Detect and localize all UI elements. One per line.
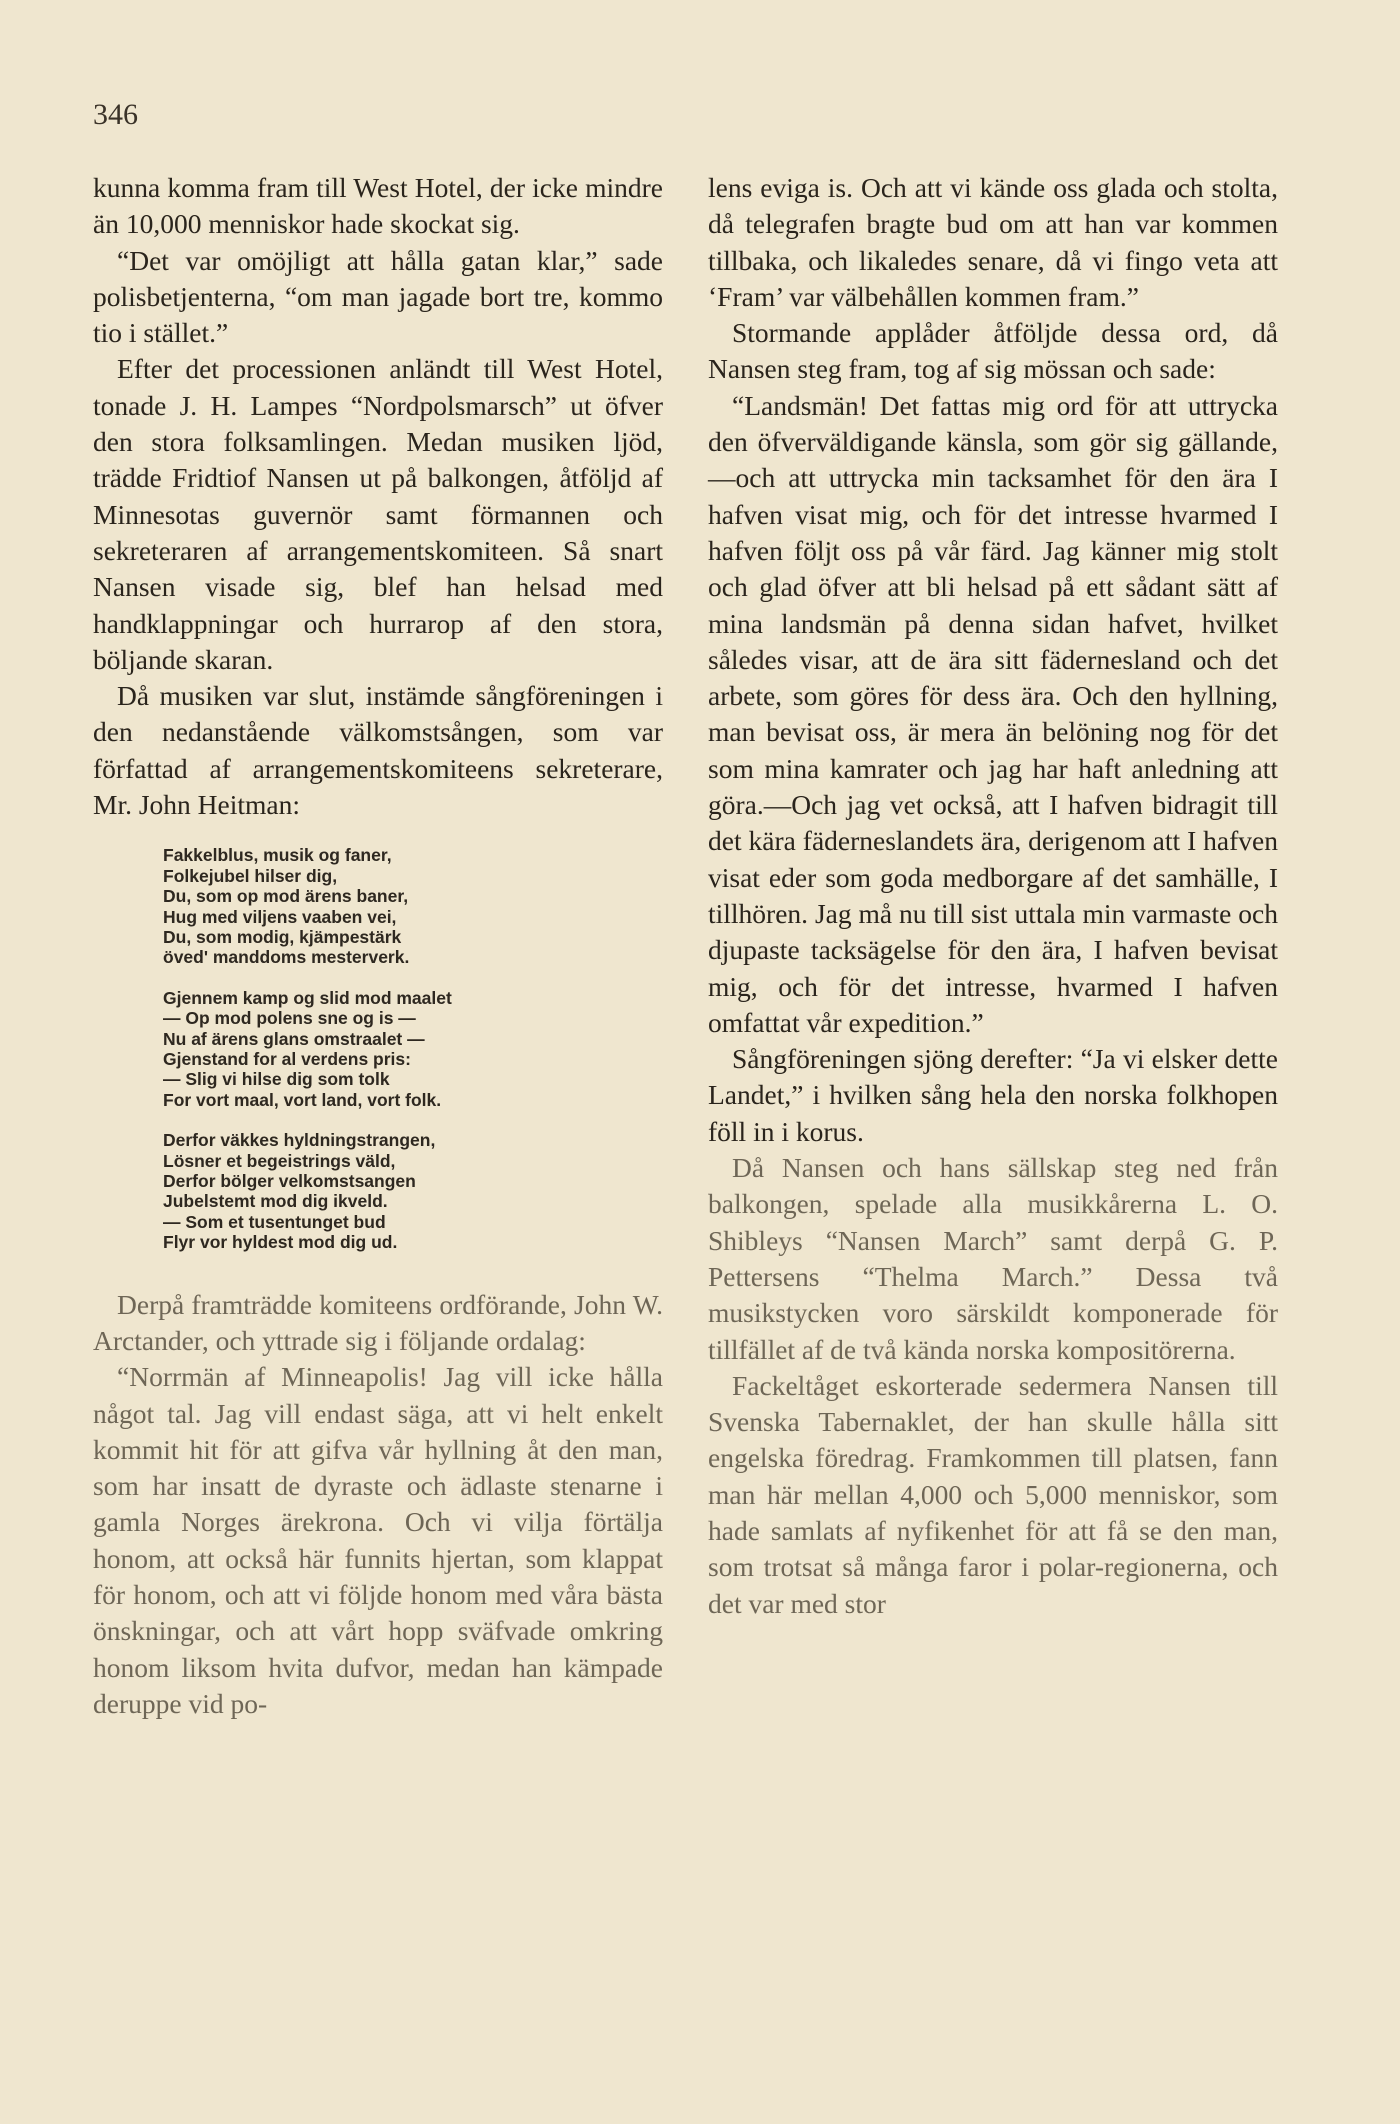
poem-line: Hug med viljens vaaben vei, bbox=[163, 906, 397, 927]
poem-line: öved' manddoms mesterverk. bbox=[163, 947, 410, 968]
page-number: 346 bbox=[93, 98, 138, 131]
paragraph: “Norrmän af Minneapolis! Jag vill icke hålla något tal. Jag vill endast säga, att vi helt enkelt kommit hit för att gifva vår hyllning åt den man, som har insatt de dyraste och ädlaste stenarne i gamla Norges ärekrona. Och vi vilja förtälja honom, att också här funnits hjertan, som klappat för honom, och att vi följde honom med våra bästa önskningar, och att vårt hopp sväfvade omkring honom liksom hvita dufvor, medan han kämpade deruppe vid po- bbox=[93, 1361, 663, 1719]
left-column bbox=[93, 170, 663, 1722]
poem-line: — Slig vi hilse dig som tolk bbox=[163, 1069, 390, 1090]
poem-line: — Op mod polens sne og is — bbox=[163, 1008, 416, 1029]
paragraph: kunna komma fram till West Hotel, der icke mindre än 10,000 menniskor hade skockat sig. bbox=[93, 172, 663, 240]
paragraph: Efter det processionen anländt till West Hotel, tonade J. H. Lampes “Nordpolsmarsch” ut öfver den stora folksamlingen. Medan musiken ljöd, trädde Fridtiof Nansen ut på balkongen, åtföljd af Minnesotas guvernör samt förmannen och sekreteraren af arrangementskomiteen. Så snart Nansen visade sig, blef han helsad med handklappningar och hurrarop af den stora, böljande skaran. bbox=[93, 353, 663, 675]
poem-stanza bbox=[163, 845, 663, 967]
paragraph: Derpå framträdde komiteens ordförande, John W. Arctander, och yttrade sig i följande ordalag: bbox=[93, 1288, 663, 1356]
poem-line: Flyr vor hyldest mod dig ud. bbox=[163, 1232, 398, 1253]
poem-line: Du, som modig, kjämpestärk bbox=[163, 926, 402, 947]
poem-line: For vort maal, vort land, vort folk. bbox=[163, 1089, 442, 1110]
paragraph: Då musiken var slut, instämde sångföreningen i den nedanstående välkomstsången, som var författad af arrangementskomiteens sekreterare, Mr. John Heitman: bbox=[93, 680, 663, 821]
poem-line: Jubelstemt mod dig ikveld. bbox=[163, 1191, 388, 1212]
poem-stanza bbox=[163, 1130, 663, 1252]
poem-line: Derfor väkkes hyldningstrangen, bbox=[163, 1130, 436, 1151]
poem-line: Nu af ärens glans omstraalet — bbox=[163, 1028, 425, 1049]
poem-line: Folkejubel hilser dig, bbox=[163, 865, 338, 886]
paragraph: lens eviga is. Och att vi kände oss glada och stolta, då telegrafen bragte bud om att han var kommen tillbaka, och likaledes senare, då vi fingo veta att ‘Fram’ var välbehållen kommen fram.” bbox=[708, 172, 1278, 312]
poem-line: Du, som op mod ärens baner, bbox=[163, 886, 409, 907]
paragraph: Sångföreningen sjöng derefter: “Ja vi elsker dette Landet,” i hvilken sång hela den norska folkhopen föll in i korus. bbox=[708, 1043, 1278, 1147]
right-column bbox=[708, 170, 1278, 1622]
paragraph: Fackeltåget eskorterade sedermera Nansen till Svenska Tabernaklet, der han skulle hålla sitt engelska föredrag. Framkommen till platsen, fann man här mellan 4,000 och 5,000 menniskor, som hade samlats af nyfikenhet för att få se den man, som trotsat så många faror i polar-regionerna, och det var med stor bbox=[708, 1369, 1278, 1619]
poem-line: Gjenstand for al verdens pris: bbox=[163, 1049, 411, 1069]
poem-line: Fakkelblus, musik og faner, bbox=[163, 845, 392, 866]
poem-line: — Som et tusentunget bud bbox=[163, 1211, 386, 1232]
paragraph: Då Nansen och hans sällskap steg ned från balkongen, spelade alla musikkårerna L. O. Shibleys “Nansen March” samt derpå G. P. Pettersens “Thelma March.” Dessa två musikstycken voro särskildt komponerade för tillfället af de två kända norska kompositörerna. bbox=[708, 1152, 1278, 1365]
paragraph: Stormande applåder åtföljde dessa ord, då Nansen steg fram, tog af sig mössan och sade: bbox=[708, 317, 1278, 385]
poem-line: Derfor bölger velkomstsangen bbox=[163, 1171, 416, 1192]
welcome-song-poem bbox=[163, 845, 663, 1252]
poem-stanza bbox=[163, 988, 663, 1110]
poem-line: Lösner et begeistrings väld, bbox=[163, 1150, 396, 1171]
paragraph: “Det var omöjligt att hålla gatan klar,” sade polisbetjenterna, “om man jagade bort tre, kommo tio i stället.” bbox=[93, 244, 663, 349]
paragraph: “Landsmän! Det fattas mig ord för att uttrycka den öfverväldigande känsla, som gör sig gällande,—och att uttrycka min tacksamhet för den ära I hafven visat mig, och för det intresse hvarmed I hafven följt oss på vår färd. Jag känner mig stolt och glad öfver att bli helsad på ett sådant sätt af mina landsmän på denna sidan hafvet, hvilket således visar, att de ära sitt fädernesland och det arbete, som göres för dess ära. Och den hyllning, man bevisat oss, är mera än belöning nog för det som mina kamrater och jag har haft anledning att göra.—Och jag vet också, att I hafven bidragit till det kära fäderneslandets ära, derigenom att I hafven visat eder som goda medborgare af det samhälle, I tillhören. Jag må nu till sist uttala min varmaste och djupaste tacksägelse för den ära, I hafven bevisat mig, och för det intresse, hvarmed I hafven omfattat vår expedition.” bbox=[708, 389, 1278, 1038]
poem-line: Gjennem kamp og slid mod maalet bbox=[163, 987, 452, 1008]
